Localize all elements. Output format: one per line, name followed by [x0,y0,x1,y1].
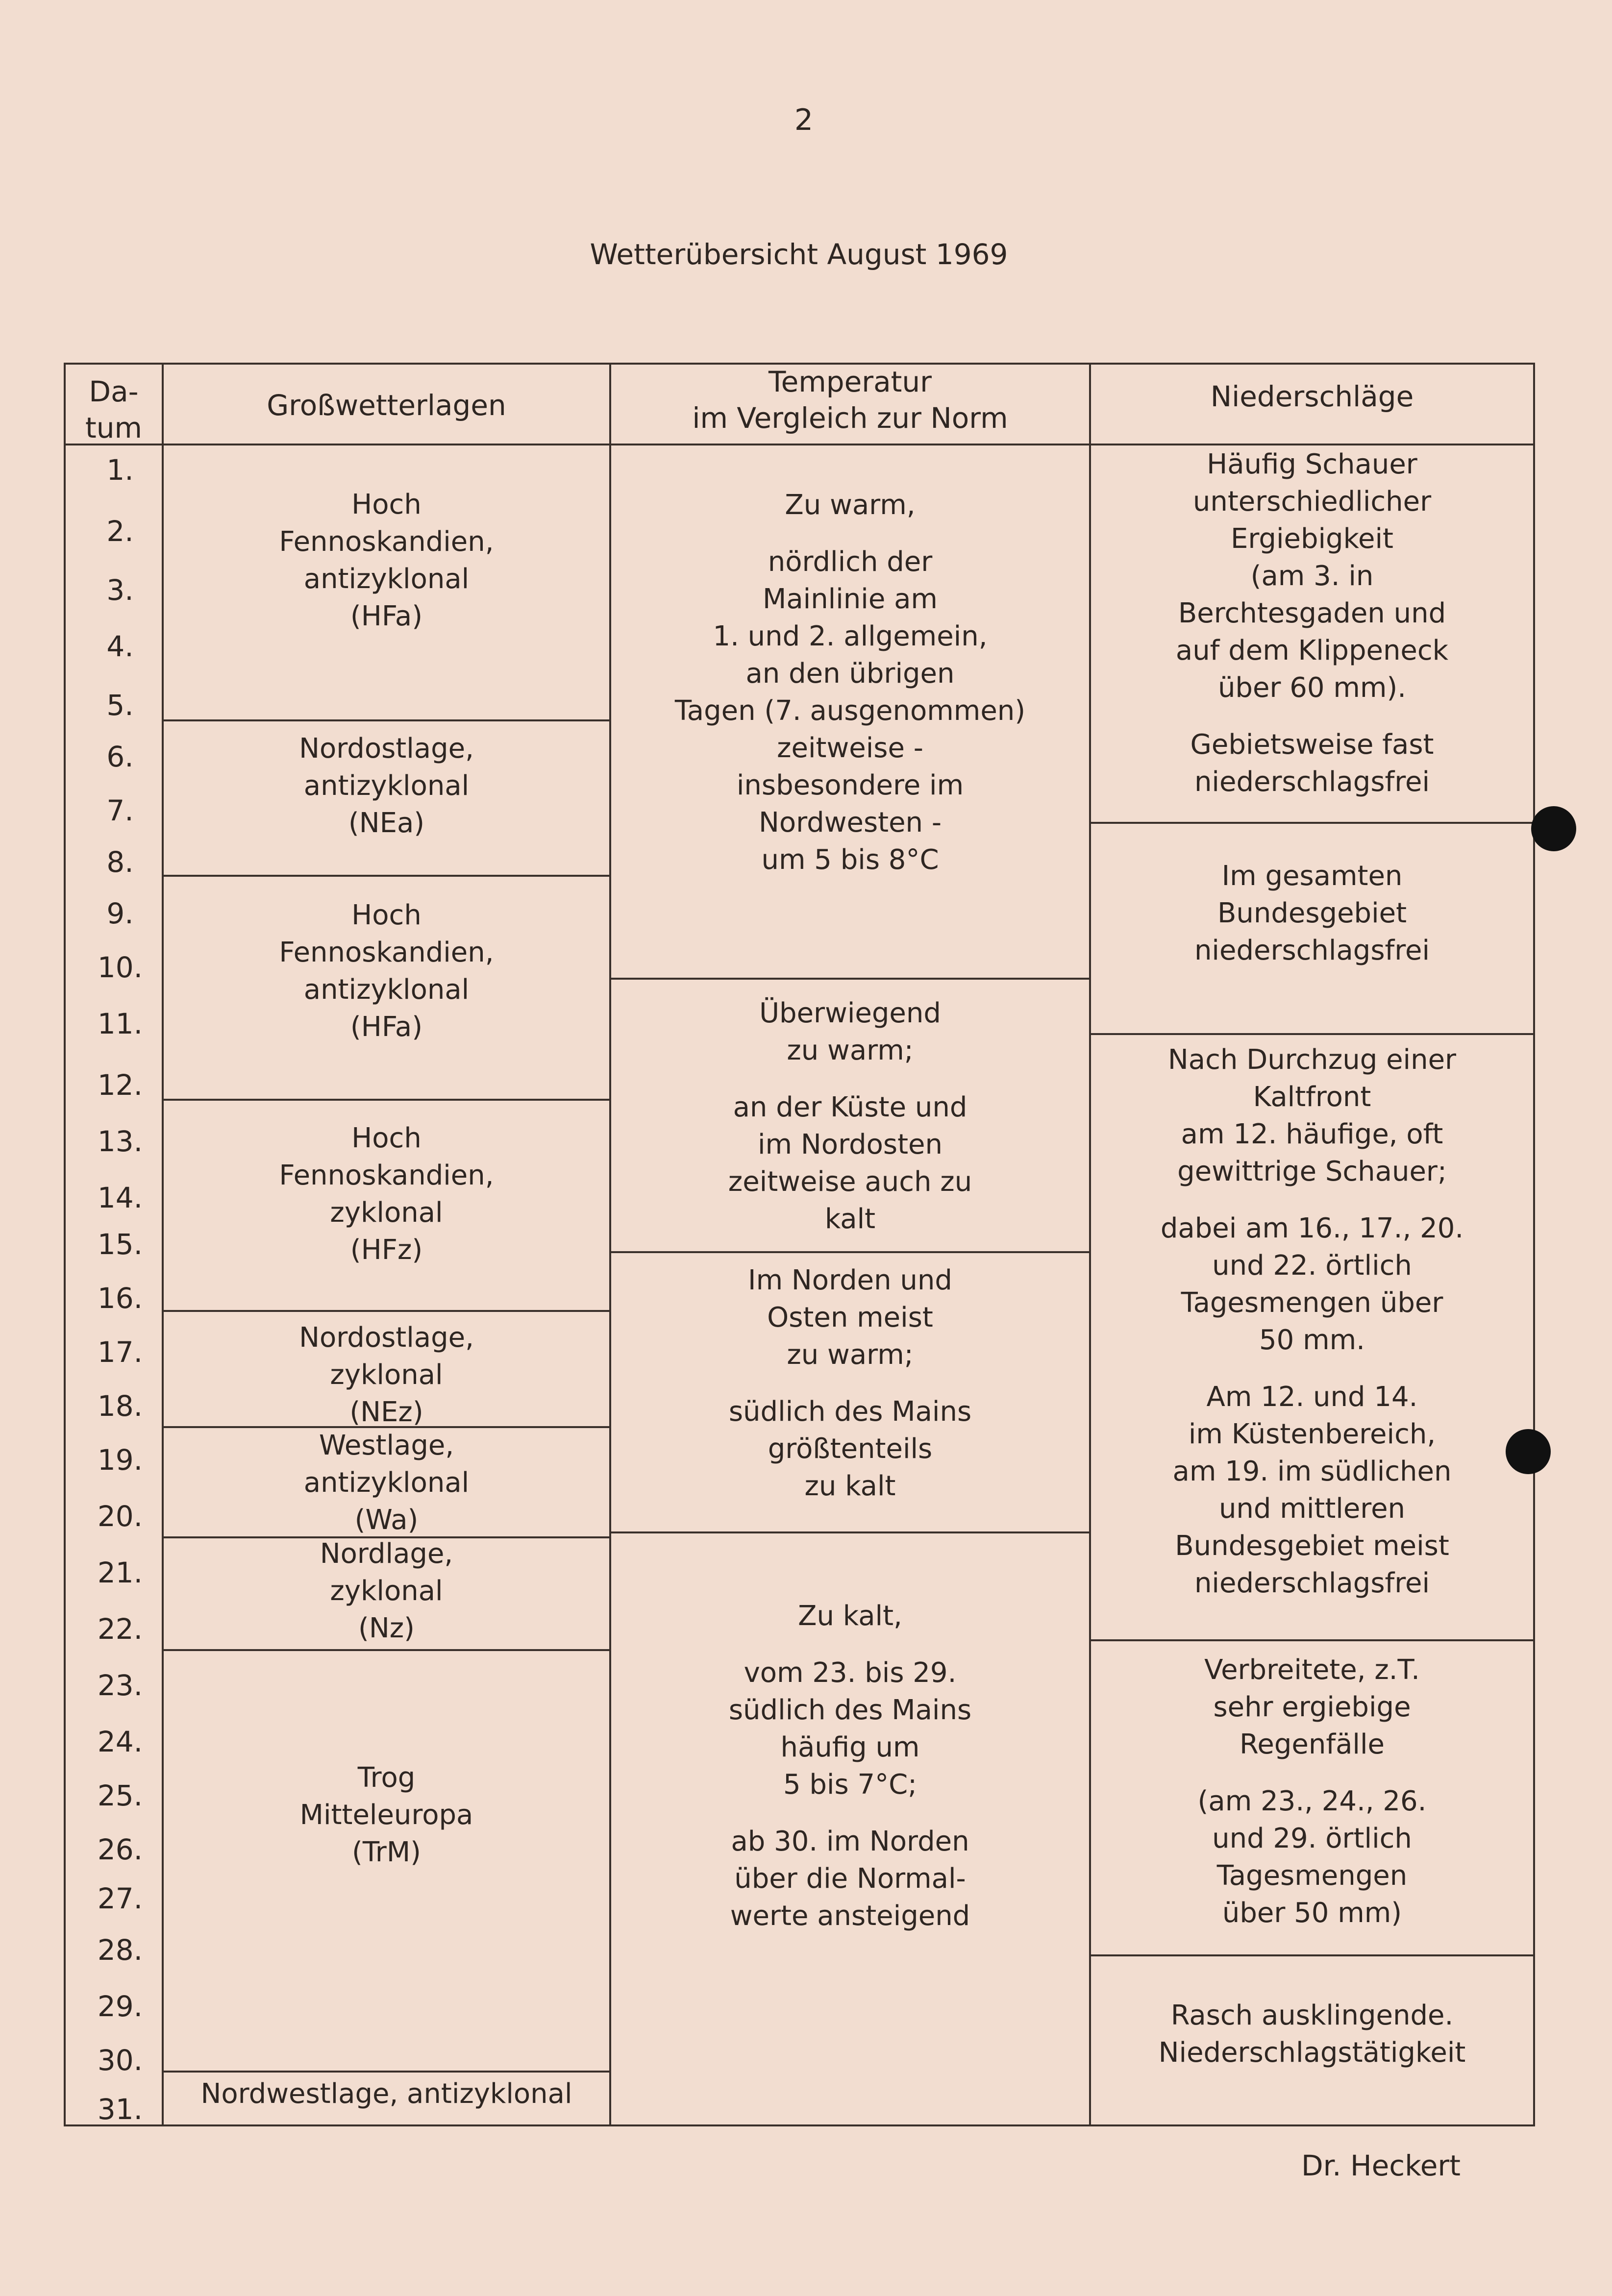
weather-situation-cell [164,1759,609,1871]
date-cell: 8. [106,845,134,879]
date-cell: 1. [106,453,134,487]
cell-line: am 12. häufige, oft [1181,1118,1443,1150]
cell-spacer [1091,1763,1533,1783]
date-cell: 19. [97,1443,143,1477]
cell-line: (HFa) [350,1011,423,1043]
precipitation-divider [1089,1033,1533,1035]
cell-line: werte ansteigend [730,1900,970,1932]
cell-line: antizyklonal [303,1467,470,1499]
cell-line: (NEz) [349,1396,423,1428]
weather-situation-cell [164,1120,609,1269]
date-cell: 31. [97,2093,143,2126]
cell-line: zeitweise auch zu [728,1166,972,1198]
weather-situation-cell [164,1427,609,1539]
cell-line: antizyklonal [303,770,470,802]
cell-line: am 19. im südlichen [1172,1456,1452,1487]
header-temperatur-line: Temperatur [769,365,932,398]
temperature-cell [611,487,1089,879]
cell-line: häufig um [780,1731,920,1763]
cell-line: antizyklonal [303,563,470,595]
cell-line: ab 30. im Norden [731,1826,969,1857]
cell-line: 50 mm. [1259,1324,1365,1356]
weather-situation-cell [164,1319,609,1431]
precipitation-cell [1091,1997,1533,2072]
temperature-cell [611,1262,1089,1505]
cell-line: Regenfälle [1240,1728,1385,1760]
cell-line: (HFa) [350,600,423,632]
weather-situation-cell [164,486,609,635]
cell-line: Hoch [351,489,422,520]
cell-line: Bundesgebiet meist [1175,1530,1449,1562]
weather-divider [162,1310,609,1312]
cell-line: Fennoskandien, [279,526,494,558]
cell-line: Überwiegend [759,997,941,1029]
cell-line: Im Norden und [748,1264,952,1296]
cell-line: Hoch [351,899,422,931]
precipitation-cell [1091,858,1533,969]
date-cell: 11. [97,1007,143,1040]
cell-line: Berchtesgaden und [1178,597,1446,629]
page-number: 2 [794,103,814,137]
cell-line: Westlage, [319,1430,454,1461]
weather-situation-cell [164,2075,609,2113]
date-cell: 2. [106,515,134,548]
date-cell: 22. [97,1612,143,1646]
cell-line: niederschlagsfrei [1194,1567,1430,1599]
weather-divider [162,875,609,877]
cell-line: Nordlage, [320,1538,453,1570]
cell-spacer [611,1803,1089,1823]
date-cell: 13. [97,1125,143,1158]
precipitation-divider [1089,1639,1533,1641]
weather-situation-cell [164,897,609,1046]
date-cell: 30. [97,2044,143,2077]
cell-line: (Wa) [354,1504,419,1536]
cell-line: zu warm; [787,1035,914,1066]
cell-line: Bundesgebiet [1217,897,1407,929]
cell-line: niederschlagsfrei [1194,766,1430,798]
cell-line: 1. und 2. allgemein, [713,620,988,652]
cell-line: um 5 bis 8°C [761,844,939,876]
cell-line: Im gesamten [1221,860,1403,892]
cell-line: Gebietsweise fast [1190,729,1434,761]
cell-line: gewittrige Schauer; [1177,1156,1447,1187]
header-datum-line: Da- [89,375,139,408]
cell-line: vom 23. bis 29. [744,1657,957,1689]
weather-divider [162,719,609,721]
weather-situation-cell [164,1535,609,1647]
cell-line: Tagesmengen über [1181,1287,1443,1319]
cell-line: Fennoskandien, [279,937,494,968]
cell-line: Tagesmengen [1216,1860,1408,1892]
cell-line: zu kalt [804,1470,896,1502]
cell-line: Ergiebigkeit [1230,523,1394,555]
cell-line: größtenteils [768,1433,933,1465]
cell-spacer [611,524,1089,543]
header-grosswetterlagen: Großwetterlagen [267,389,506,422]
punch-hole [1531,806,1576,851]
cell-line: Trog [357,1762,416,1794]
cell-line: Hoch [351,1122,422,1154]
cell-line: (NEa) [348,807,425,839]
cell-line: zeitweise - [777,732,923,764]
cell-line: Zu kalt, [798,1600,902,1632]
date-cell: 26. [97,1833,143,1866]
cell-spacer [1091,707,1533,726]
weather-divider [162,1099,609,1101]
date-cell: 25. [97,1779,143,1812]
temperature-divider [609,978,1089,980]
cell-line: insbesondere im [736,769,964,801]
date-cell: 7. [106,794,134,827]
cell-line: auf dem Klippeneck [1175,635,1449,667]
weather-divider [162,2071,609,2073]
date-cell: 10. [97,951,143,984]
table-bottom-border [64,2124,1533,2126]
cell-line: (HFz) [350,1234,423,1266]
cell-line: (am 3. in [1250,560,1374,592]
cell-line: über 50 mm) [1222,1897,1402,1929]
date-cell: 23. [97,1669,143,1702]
precipitation-divider [1089,822,1533,824]
cell-line: Nordostlage, [299,1322,474,1354]
punch-hole [1506,1429,1551,1474]
cell-line: Am 12. und 14. [1206,1381,1418,1413]
cell-line: zyklonal [330,1197,443,1229]
date-cell: 20. [97,1500,143,1533]
cell-line: über 60 mm). [1217,672,1407,704]
precipitation-divider [1089,1954,1533,1956]
date-cell: 14. [97,1181,143,1214]
cell-line: und mittleren [1218,1493,1406,1525]
cell-line: Nordostlage, [299,733,474,765]
cell-line: über die Normal- [734,1863,966,1895]
date-cell: 21. [97,1556,143,1589]
cell-line: zyklonal [330,1359,443,1391]
cell-line: im Küstenbereich, [1188,1418,1436,1450]
page-title: Wetterübersicht August 1969 [590,238,1008,271]
cell-line: südlich des Mains [728,1694,972,1726]
header-bottom-border [64,444,1533,445]
date-cell: 3. [106,573,134,607]
cell-spacer [611,1069,1089,1089]
cell-line: 5 bis 7°C; [783,1769,918,1801]
cell-line: im Nordosten [758,1129,942,1160]
date-cell: 9. [106,897,134,930]
cell-line: Nordwestlage, antizyklonal [200,2078,572,2110]
cell-line: Rasch ausklingende. [1170,2000,1454,2031]
header-temperatur [611,364,1089,436]
cell-line: Nordwesten - [758,807,942,839]
date-cell: 27. [97,1882,143,1915]
cell-line: an den übrigen [745,658,955,690]
date-cell: 5. [106,689,134,722]
cell-line: (am 23., 24., 26. [1197,1785,1427,1817]
cell-line: (Nz) [358,1612,415,1644]
cell-line: Osten meist [767,1302,933,1333]
date-cell: 12. [97,1068,143,1102]
temperature-divider [609,1251,1089,1253]
precipitation-cell [1091,1652,1533,1932]
cell-line: dabei am 16., 17., 20. [1160,1212,1464,1244]
cell-spacer [611,1374,1089,1393]
header-niederschlaege: Niederschläge [1210,380,1414,413]
cell-line: südlich des Mains [728,1396,972,1428]
header-datum-line: tum [85,411,142,444]
weather-situation-cell [164,730,609,842]
temperature-divider [609,1531,1089,1533]
date-cell: 28. [97,1933,143,1967]
header-temperatur-line: im Vergleich zur Norm [692,401,1008,435]
precipitation-cell [1091,446,1533,801]
cell-line: zu warm; [787,1339,914,1371]
cell-line: unterschiedlicher [1192,486,1432,518]
temperature-cell [611,1598,1089,1935]
cell-line: Niederschlagstätigkeit [1158,2037,1466,2069]
cell-line: und 29. örtlich [1212,1823,1412,1854]
cell-line: niederschlagsfrei [1194,935,1430,966]
cell-spacer [1091,1190,1533,1210]
cell-line: Häufig Schauer [1207,448,1417,480]
table-left-border [64,363,66,2126]
date-cell: 4. [106,630,134,663]
date-cell: 17. [97,1335,143,1369]
header-datum [66,373,162,446]
weather-divider [162,1649,609,1651]
cell-line: zyklonal [330,1575,443,1607]
date-cell: 15. [97,1228,143,1261]
cell-line: (TrM) [351,1836,421,1868]
cell-line: Tagen (7. ausgenommen) [674,695,1026,727]
cell-line: Nach Durchzug einer [1167,1044,1457,1076]
cell-line: Mainlinie am [763,583,938,615]
table-right-border [1533,363,1535,2126]
date-cell: 24. [97,1725,143,1758]
temperature-cell [611,995,1089,1238]
precipitation-cell [1091,1041,1533,1602]
date-cell: 18. [97,1389,143,1423]
cell-line: kalt [824,1203,876,1235]
cell-line: Mitteleuropa [299,1799,473,1831]
signature: Dr. Heckert [1301,2149,1461,2182]
cell-line: Verbreitete, z.T. [1204,1654,1420,1686]
cell-line: sehr ergiebige [1213,1691,1411,1723]
date-cell: 6. [106,740,134,773]
date-cell: 29. [97,1990,143,2023]
cell-spacer [1091,1359,1533,1379]
cell-line: Kaltfront [1253,1081,1371,1113]
cell-line: Zu warm, [785,489,916,521]
cell-line: antizyklonal [303,974,470,1006]
cell-line: an der Küste und [733,1091,967,1123]
cell-line: Fennoskandien, [279,1160,494,1191]
cell-line: nördlich der [768,546,933,578]
date-cell: 16. [97,1282,143,1315]
cell-spacer [611,1635,1089,1654]
cell-line: und 22. örtlich [1212,1250,1412,1282]
